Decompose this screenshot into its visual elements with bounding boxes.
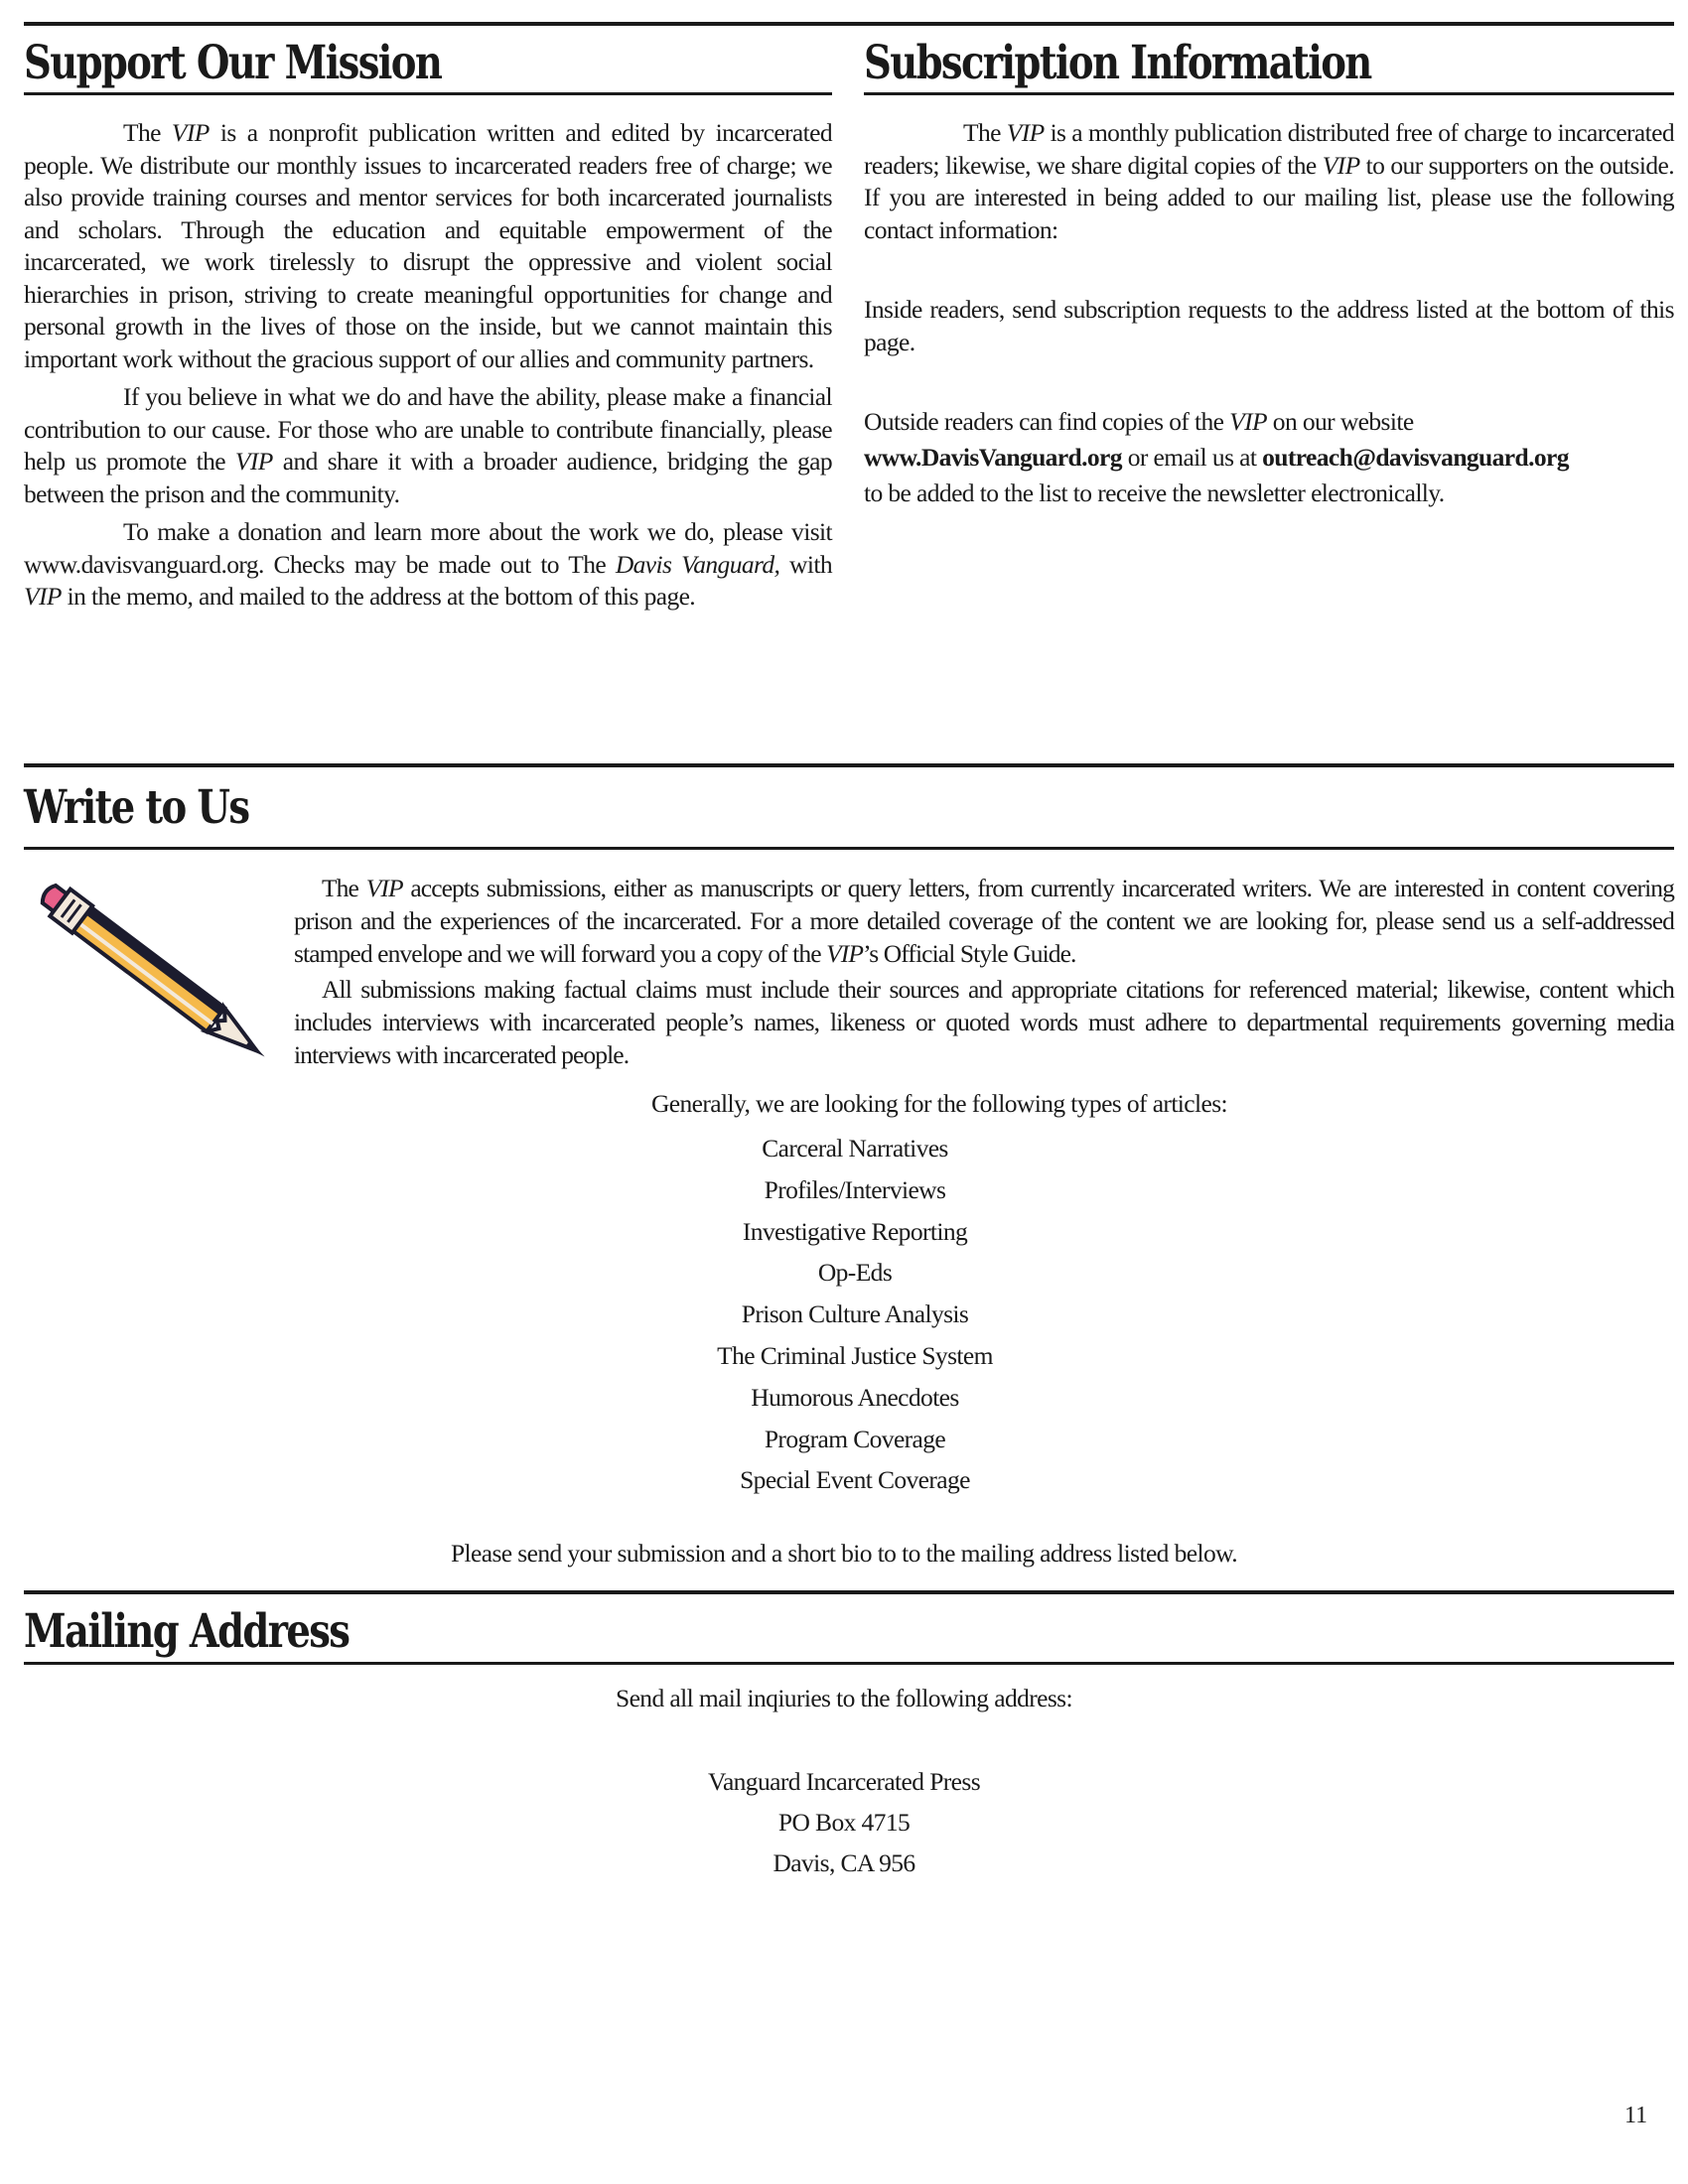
article-type-item: Carceral Narratives [762, 1134, 948, 1162]
article-type-item: Prison Culture Analysis [741, 1299, 969, 1329]
mailing-heading: Mailing Address [24, 1604, 350, 1659]
subscription-paragraph-3: Outside readers can find copies of the VIP on our website www.DavisVanguard.org or email us at outreach@davisvanguard.org to be added to the list to receive the newsletter electronically. [864, 407, 1569, 507]
mailing-intro: Send all mail inqiuries to the following address: [616, 1684, 1072, 1712]
article-type-item: Profiles/Interviews [764, 1174, 946, 1204]
write-heading-underline [24, 847, 1674, 850]
article-type-item: Humorous Anecdotes [751, 1382, 959, 1412]
write-closing: Please send your submission and a short bio to to the mailing address listed below. [450, 1539, 1238, 1568]
website-link[interactable]: www.DavisVanguard.org [864, 443, 1122, 472]
support-paragraph-3: To make a donation and learn more about the work we do, please visit www.davisvanguard.org. Checks may be made out to The Davis Vanguard, with VIP in the memo, and mailed to the address at the bottom of this page. [24, 517, 832, 611]
article-types-intro: Generally, we are looking for the following types of articles: [650, 1089, 1228, 1118]
mailing-city: Davis, CA 956 [773, 1848, 915, 1877]
write-paragraph-1: The VIP accepts submissions, either as manuscripts or query letters, from currently incarcerated writers. We are interested in content covering prison and the experiences of the incarcerated. For a more detailed coverage of the content we are looking for, please send us a self-addressed stamped envelope and we will forward you a copy of the VIP’s Official Style Guide. [294, 874, 1674, 968]
support-heading: Support Our Mission [24, 36, 442, 90]
write-paragraph-2: All submissions making factual claims must include their sources and appropriate citations for referenced material; likewise, content which includes interviews with incarcerated people’s names, likeness or quoted words must adhere to departmental requirements governing media interviews with incarcerated people. [294, 975, 1674, 1069]
email-link[interactable]: outreach@davisvanguard.org [1262, 443, 1569, 472]
subscription-heading: Subscription Information [864, 36, 1371, 90]
mailing-block [0, 1684, 1688, 1883]
subscription-heading-underline [864, 92, 1674, 95]
mailing-heading-underline [24, 1662, 1674, 1665]
article-type-item: Op-Eds [817, 1258, 893, 1288]
subscription-paragraph-1: The VIP is a monthly publication distributed free of charge to incarcerated readers; likewise, we share digital copies of the VIP to our supporters on the outside. If you are interested in being added to our mailing list, please use the following contact information: [864, 118, 1674, 244]
subscription-body [864, 117, 1674, 511]
write-heading: Write to Us [24, 780, 249, 835]
support-heading-underline [24, 92, 832, 95]
article-type-item: Investigative Reporting [742, 1216, 968, 1246]
mailing-box: PO Box 4715 [777, 1808, 911, 1837]
article-types [294, 1086, 1416, 1501]
mailing-name: Vanguard Incarcerated Press [707, 1767, 981, 1796]
support-paragraph-1: The VIP is a nonprofit publication written and edited by incarcerated people. We distribute our monthly issues to incarcerated readers free of charge; we also provide training courses and mentor services for both incarcerated journalists and scholars. Through the education and equitable empowerment of the incarcerated, we work tirelessly to disrupt the oppressive and violent social hierarchies in prison, striving to create meaningful opportunities for change and personal growth in the lives of those on the inside, but we cannot maintain this important work without the gracious support of our allies and community partners. [24, 118, 832, 373]
article-type-item: Program Coverage [764, 1424, 946, 1453]
mailing-top-rule [24, 1590, 1674, 1594]
write-body [294, 872, 1674, 1071]
pencil-icon [20, 872, 278, 1060]
article-types-list [294, 1128, 1416, 1501]
top-rule [24, 22, 1674, 26]
write-top-rule [24, 763, 1674, 767]
support-body [24, 117, 832, 614]
page-number: 11 [1624, 2103, 1648, 2128]
subscription-paragraph-2: Inside readers, send subscription requests to the address listed at the bottom of this page. [864, 295, 1674, 356]
support-paragraph-2: If you believe in what we do and have the ability, please make a financial contribution to our cause. For those who are unable to contribute financially, please help us promote the VIP and share it with a broader audience, bridging the gap between the prison and the community. [24, 382, 832, 508]
article-type-item: The Criminal Justice System [717, 1340, 993, 1370]
article-type-item: Special Event Coverage [740, 1465, 970, 1495]
